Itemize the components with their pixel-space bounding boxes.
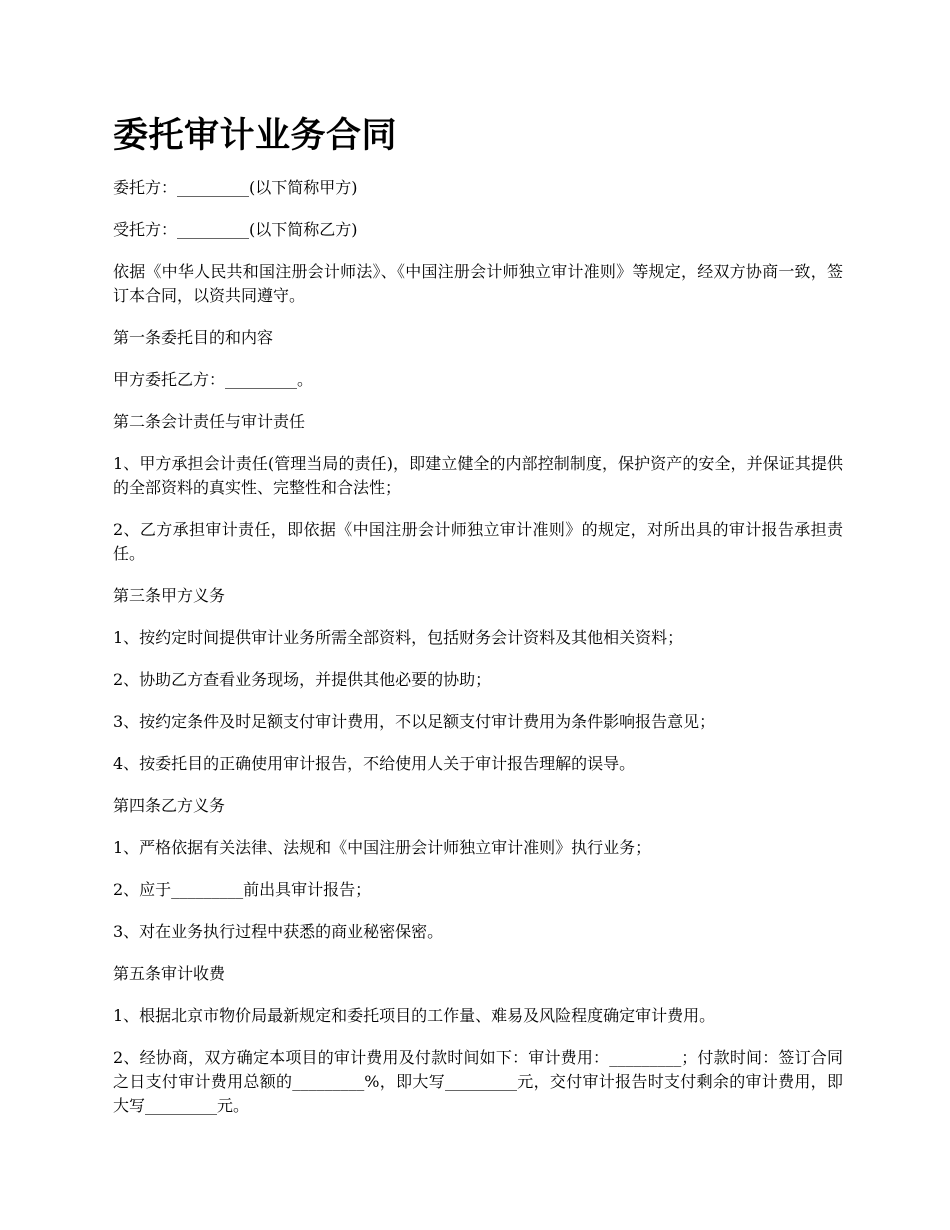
article-1-content: 甲方委托乙方：_________。: [113, 370, 314, 389]
document-title: 委托审计业务合同: [113, 115, 398, 156]
article-2-clause-1: 1、甲方承担会计责任(管理当局的责任)，即建立健全的内部控制制度，保护资产的安全，并保证其提供的全部资料的真实性、完整性和合法性；: [113, 454, 843, 497]
principal-party-line: 委托方：_________(以下简称甲方): [113, 178, 358, 197]
article-3-clause-4: 4、按委托目的正确使用审计报告，不给使用人关于审计报告理解的误导。: [113, 754, 636, 773]
article-5-heading: 第五条审计收费: [113, 964, 226, 983]
agent-party-line: 受托方：_________(以下简称乙方): [113, 220, 358, 239]
article-1-heading: 第一条委托目的和内容: [113, 328, 274, 347]
article-3-clause-3: 3、按约定条件及时足额支付审计费用，不以足额支付审计费用为条件影响报告意见；: [113, 712, 716, 731]
article-2-clause-2: 2、乙方承担审计责任，即依据《中国注册会计师独立审计准则》的规定，对所出具的审计报告承担责任。: [113, 520, 843, 563]
article-2-heading: 第二条会计责任与审计责任: [113, 412, 306, 431]
article-4-clause-1: 1、严格依据有关法律、法规和《中国注册会计师独立审计准则》执行业务；: [113, 838, 652, 857]
contract-page: [113, 108, 843, 1136]
preamble-paragraph: 依据《中华人民共和国注册会计师法》、《中国注册会计师独立审计准则》等规定，经双方协商一致，签订本合同，以资共同遵守。: [113, 262, 843, 305]
article-4-clause-2: 2、应于_________前出具审计报告；: [113, 880, 372, 899]
article-5-clause-2: 2、经协商，双方确定本项目的审计费用及付款时间如下：审计费用：_________；付款时间：签订合同之日支付审计费用总额的_________%，即大写_________元，交付审计报告时支付剩余的审计费用，即大写_________元。: [113, 1048, 843, 1115]
article-3-clause-1: 1、按约定时间提供审计业务所需全部资料，包括财务会计资料及其他相关资料；: [113, 628, 684, 647]
article-4-heading: 第四条乙方义务: [113, 796, 226, 815]
article-3-clause-2: 2、协助乙方查看业务现场，并提供其他必要的协助；: [113, 670, 492, 689]
article-5-clause-1: 1、根据北京市物价局最新规定和委托项目的工作量、难易及风险程度确定审计费用。: [113, 1006, 716, 1025]
article-3-heading: 第三条甲方义务: [113, 586, 226, 605]
article-4-clause-3: 3、对在业务执行过程中获悉的商业秘密保密。: [113, 922, 444, 941]
